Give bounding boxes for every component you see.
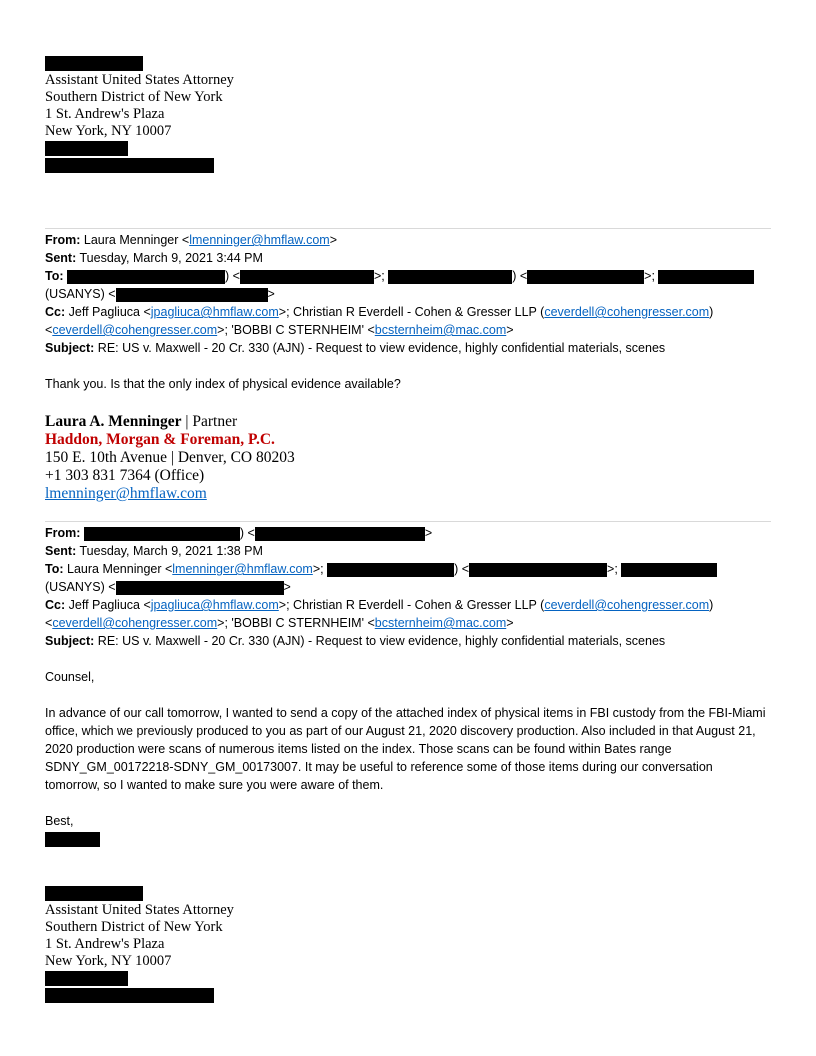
- email2-cc: Cc: Jeff Pagliuca <jpagliuca@hmflaw.com>; Christian R Everdell - Cohen & Gresser LLP (ceverdell@cohengresser.com): [45, 598, 714, 612]
- redacted-name: [45, 56, 143, 71]
- redacted-recipient: [388, 270, 512, 284]
- signature-email-link[interactable]: lmenninger@hmflaw.com: [45, 485, 207, 502]
- email2-cc-continued: <ceverdell@cohengresser.com>; 'BOBBI C STERNHEIM' <bcsternheim@mac.com>: [45, 616, 514, 630]
- email1-header: [45, 231, 754, 357]
- signature-city: New York, NY 10007: [45, 953, 172, 969]
- menninger-signature: [45, 413, 295, 503]
- redacted-recipient-email: [469, 563, 607, 577]
- cc-email-link[interactable]: ceverdell@cohengresser.com: [544, 598, 710, 612]
- redacted-recipient: [658, 270, 754, 284]
- redacted-email: [45, 158, 214, 173]
- cc-email-link[interactable]: ceverdell@cohengresser.com: [544, 305, 710, 319]
- email1-from: From: Laura Menninger <lmenninger@hmflaw.com>: [45, 233, 338, 247]
- to-email-link[interactable]: lmenninger@hmflaw.com: [172, 562, 313, 576]
- bottom-signature: [45, 886, 234, 1003]
- redacted-recipient: [327, 563, 454, 577]
- redacted-signature-name: [45, 832, 100, 847]
- cc-email-link[interactable]: bcsternheim@mac.com: [374, 323, 507, 337]
- cc-email-link[interactable]: ceverdell@cohengresser.com: [52, 616, 218, 630]
- signature-phone: +1 303 831 7364 (Office): [45, 467, 205, 484]
- redacted-email: [45, 988, 214, 1003]
- signature-street: 1 St. Andrew's Plaza: [45, 936, 165, 952]
- email2-salutation: Counsel,: [45, 670, 95, 684]
- signature-title: | Partner: [181, 413, 238, 430]
- email2-sent: Sent: Tuesday, March 9, 2021 1:38 PM: [45, 544, 263, 558]
- signature-address: 150 E. 10th Avenue | Denver, CO 80203: [45, 449, 295, 466]
- redacted-recipient: [67, 270, 225, 284]
- signature-name: Laura A. Menninger: [45, 413, 182, 430]
- cc-email-link[interactable]: jpagliuca@hmflaw.com: [150, 305, 279, 319]
- email1-from-email[interactable]: lmenninger@hmflaw.com: [189, 233, 330, 247]
- email1-cc: Cc: Jeff Pagliuca <jpagliuca@hmflaw.com>; Christian R Everdell - Cohen & Gresser LLP (ceverdell@cohengresser.com): [45, 305, 714, 319]
- signature-firm: Haddon, Morgan & Foreman, P.C.: [45, 431, 275, 448]
- signature-title: Assistant United States Attorney: [45, 902, 234, 918]
- redacted-sender: [84, 527, 240, 541]
- email1-cc-continued: <ceverdell@cohengresser.com>; 'BOBBI C STERNHEIM' <bcsternheim@mac.com>: [45, 323, 514, 337]
- email1-body: Thank you. Is that the only index of physical evidence available?: [45, 377, 401, 391]
- email2-paragraph: In advance of our call tomorrow, I wanted to send a copy of the attached index of physical items in FBI custody from the FBI-Miami office, which we previously produced to you as part of our August 21, 2020 discovery production. Also included in that August 21, 2020 production were scans of numerous items listed on the index. Those scans can be found within Bates range SDNY_GM_00172218-SDNY_GM_00173007. It may be useful to reference some of those items during our conversation tomorrow, so I wanted to make sure you were aware of them.: [45, 706, 766, 792]
- redacted-name: [45, 886, 143, 901]
- signature-title: Assistant United States Attorney: [45, 72, 234, 88]
- redacted-recipient-email: [116, 581, 284, 595]
- email-divider: [45, 521, 771, 522]
- email2-closing: Best,: [45, 814, 74, 828]
- top-signature: [45, 56, 234, 173]
- email1-sent: Sent: Tuesday, March 9, 2021 3:44 PM: [45, 251, 263, 265]
- redacted-recipient-email: [240, 270, 374, 284]
- email2-to: To: Laura Menninger <lmenninger@hmflaw.com>; ) < >;: [45, 560, 717, 578]
- redacted-sender-email: [255, 527, 425, 541]
- cc-email-link[interactable]: bcsternheim@mac.com: [374, 616, 507, 630]
- email2-to-continued: (USANYS) < >: [45, 580, 291, 594]
- cc-email-link[interactable]: ceverdell@cohengresser.com: [52, 323, 218, 337]
- signature-office: Southern District of New York: [45, 919, 223, 935]
- email2-header: [45, 524, 717, 650]
- redacted-recipient-email: [116, 288, 268, 302]
- email1-to: To: ) < >; ) < >;: [45, 267, 754, 285]
- email1-to-continued: (USANYS) < >: [45, 287, 275, 301]
- email2-subject: Subject: RE: US v. Maxwell - 20 Cr. 330 (AJN) - Request to view evidence, highly confidential materials, scenes: [45, 634, 666, 648]
- redacted-recipient-email: [527, 270, 644, 284]
- redacted-phone: [45, 971, 128, 986]
- redacted-recipient: [621, 563, 717, 577]
- email-divider: [45, 228, 771, 229]
- cc-email-link[interactable]: jpagliuca@hmflaw.com: [150, 598, 279, 612]
- signature-office: Southern District of New York: [45, 89, 223, 105]
- signature-street: 1 St. Andrew's Plaza: [45, 106, 165, 122]
- email2-from: From: ) < >: [45, 526, 433, 540]
- signature-city: New York, NY 10007: [45, 123, 172, 139]
- email1-subject: Subject: RE: US v. Maxwell - 20 Cr. 330 (AJN) - Request to view evidence, highly confidential materials, scenes: [45, 341, 666, 355]
- redacted-phone: [45, 141, 128, 156]
